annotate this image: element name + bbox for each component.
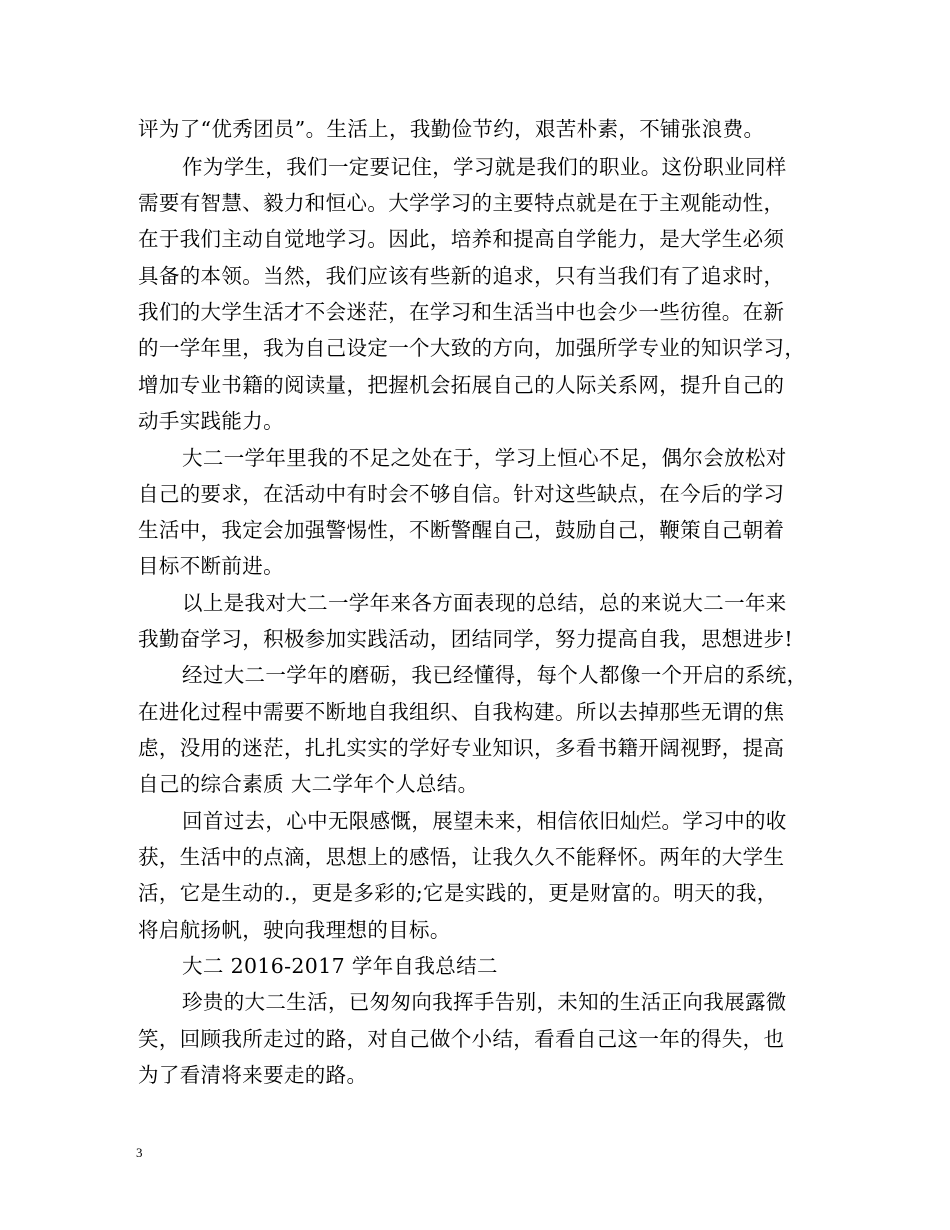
- text-line: 活，它是生动的.，更是多彩的;它是实践的，更是财富的。明天的我，: [138, 881, 778, 905]
- text-line: 在于我们主动自觉地学习。因此，培养和提高自学能力，是大学生必须: [138, 227, 785, 251]
- text-line: 虑，没用的迷茫，扎扎实实的学好专业知识，多看书籍开阔视野，提高: [138, 736, 785, 760]
- text-line: 我勤奋学习，积极参加实践活动，团结同学，努力提高自我，思想进步!: [138, 627, 793, 651]
- paragraph-start-line: 珍贵的大二生活，已匆匆向我挥手告别，未知的生活正向我展露微: [182, 990, 787, 1014]
- text-line: 评为了“优秀团员”。生活上，我勤俭节约，艰苦朴素，不铺张浪费。: [138, 117, 765, 141]
- text-line: 生活中，我定会加强警惕性，不断警醒自己，鼓励自己，鞭策自己朝着: [138, 518, 785, 542]
- text-line: 笑，回顾我所走过的路，对自己做个小结，看看自己这一年的得失，也: [138, 1027, 785, 1051]
- paragraph-start-line: 以上是我对大二一学年来各方面表现的总结，总的来说大二一年来: [182, 591, 787, 615]
- paragraph-start-line: 经过大二一学年的磨砺，我已经懂得，每个人都像一个开启的系统，: [182, 663, 808, 687]
- text-line: 我们的大学生活才不会迷茫，在学习和生活当中也会少一些彷徨。在新: [138, 300, 785, 324]
- section-heading-line: 大二 2016-2017 学年自我总结二: [182, 954, 498, 978]
- text-line: 在进化过程中需要不断地自我组织、自我构建。所以去掉那些无谓的焦: [138, 700, 785, 724]
- text-line: 将启航扬帆，驶向我理想的目标。: [138, 918, 451, 942]
- text-line: 动手实践能力。: [138, 409, 284, 433]
- paragraph-start-line: 回首过去，心中无限感慨，展望未来，相信依旧灿烂。学习中的收: [182, 809, 787, 833]
- text-line: 自己的要求，在活动中有时会不够自信。针对这些缺点，在今后的学习: [138, 482, 785, 506]
- text-line: 获，生活中的点滴，思想上的感悟，让我久久不能释怀。两年的大学生: [138, 845, 785, 869]
- paragraph-start-line: 作为学生，我们一定要记住，学习就是我们的职业。这份职业同样: [182, 155, 787, 179]
- text-line: 具备的本领。当然，我们应该有些新的追求，只有当我们有了追求时，: [138, 264, 785, 288]
- text-line: 增加专业书籍的阅读量，把握机会拓展自己的人际关系网，提升自己的: [138, 373, 785, 397]
- text-line: 目标不断前进。: [138, 554, 284, 578]
- text-line: 的一学年里，我为自己设定一个大致的方向，加强所学专业的知识学习，: [138, 336, 806, 360]
- paragraph-start-line: 大二一学年里我的不足之处在于，学习上恒心不足，偶尔会放松对: [182, 446, 787, 470]
- text-line: 为了看清将来要走的路。: [138, 1063, 368, 1087]
- text-line: 需要有智慧、毅力和恒心。大学学习的主要特点就是在于主观能动性，: [138, 191, 785, 215]
- text-line: 自己的综合素质 大二学年个人总结。: [138, 772, 479, 796]
- page-number: 3: [136, 1145, 143, 1160]
